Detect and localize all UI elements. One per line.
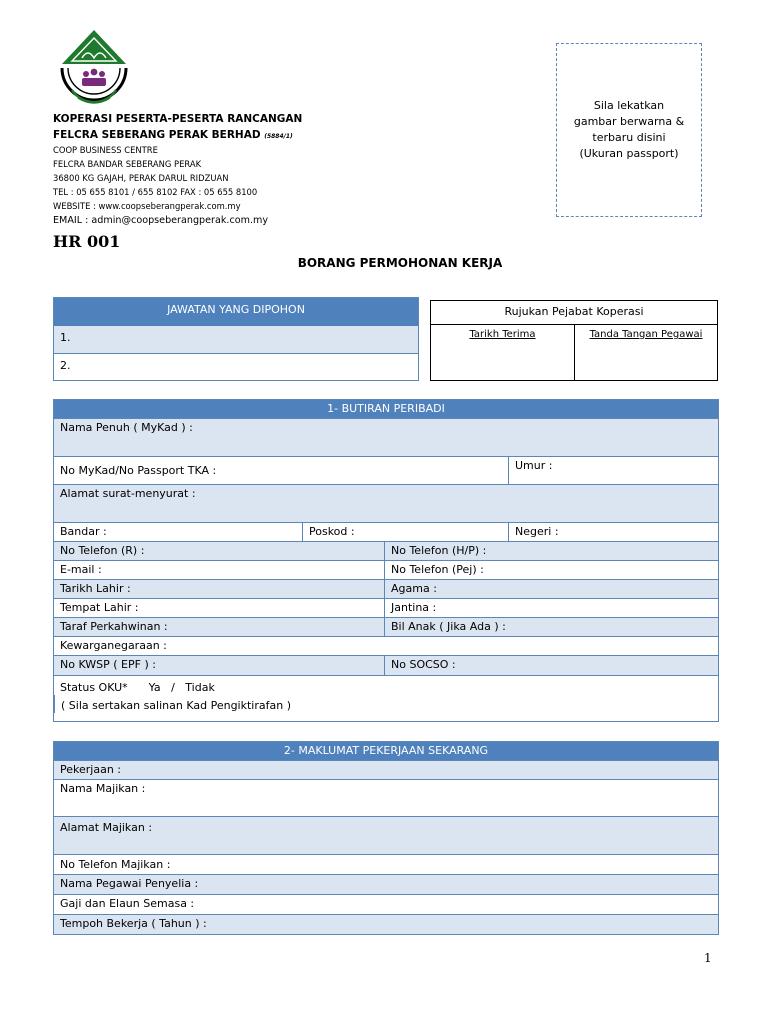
tanda-tangan-cell[interactable]	[574, 325, 717, 380]
section1-header: 1- BUTIRAN PERIBADI	[54, 400, 718, 418]
org-reg-no: (5884/1)	[264, 133, 293, 140]
penyelia-field[interactable]: Nama Pegawai Penyelia :	[60, 877, 199, 890]
section2-header: 2- MAKLUMAT PEKERJAAN SEKARANG	[54, 742, 718, 760]
page-number: 1	[704, 951, 712, 965]
org-name-line1: KOPERASI PESERTA-PESERTA RANCANGAN	[53, 113, 303, 125]
row-pekerjaan[interactable]	[54, 760, 718, 779]
tarikh-lahir-field[interactable]: Tarikh Lahir :	[60, 582, 131, 595]
tarikh-terima-cell[interactable]	[431, 325, 574, 380]
row-email[interactable]	[54, 560, 718, 579]
row-alamat[interactable]	[54, 484, 718, 522]
form-code: HR 001	[53, 232, 121, 251]
taraf-field[interactable]: Taraf Perkahwinan :	[60, 620, 168, 633]
office-reference-title: Rujukan Pejabat Koperasi	[431, 301, 717, 325]
agama-field[interactable]: Agama :	[384, 580, 718, 598]
tel-hp-field[interactable]: No Telefon (H/P) :	[384, 542, 718, 560]
org-name-line2: FELCRA SEBERANG PERAK BERHAD	[53, 129, 261, 141]
socso-field[interactable]: No SOCSO :	[384, 656, 718, 675]
row-gaji[interactable]	[54, 894, 718, 914]
nama-penuh-field[interactable]: Nama Penuh ( MyKad ) :	[60, 421, 193, 434]
row-kwsp[interactable]	[54, 655, 718, 675]
row-nama-penuh[interactable]	[54, 418, 718, 456]
form-title: BORANG PERMOHONAN KERJA	[297, 256, 503, 270]
tel-majikan-field[interactable]: No Telefon Majikan :	[60, 858, 171, 871]
alamat-field[interactable]: Alamat surat-menyurat :	[60, 487, 196, 500]
row-nama-majikan[interactable]	[54, 779, 718, 816]
passport-photo-box[interactable]	[556, 43, 702, 217]
row-tarikh-lahir[interactable]	[54, 579, 718, 598]
cooperative-logo	[56, 28, 132, 112]
alamat-majikan-field[interactable]: Alamat Majikan :	[60, 821, 153, 834]
bil-anak-field[interactable]: Bil Anak ( Jika Ada ) :	[384, 618, 718, 636]
negeri-field[interactable]: Negeri :	[508, 523, 718, 541]
row-telefon[interactable]	[54, 541, 718, 560]
oku-note: ( Sila sertakan salinan Kad Pengiktirafan )	[54, 695, 718, 713]
tempoh-field[interactable]: Tempoh Bekerja ( Tahun ) :	[60, 917, 207, 930]
jawatan-row-2[interactable]	[54, 353, 418, 380]
tarikh-terima-label: Tarikh Terima	[469, 329, 536, 340]
row-tempat-lahir[interactable]	[54, 598, 718, 617]
org-name-line2-wrap	[53, 130, 293, 141]
kewarganegaraan-field[interactable]: Kewarganegaraan :	[60, 639, 167, 652]
tanda-tangan-label: Tanda Tangan Pegawai	[589, 329, 703, 340]
row-tel-majikan[interactable]	[54, 854, 718, 874]
mykad-field[interactable]: No MyKad/No Passport TKA :	[60, 464, 217, 477]
row-oku[interactable]	[54, 675, 718, 718]
row-kewarganegaraan[interactable]	[54, 636, 718, 655]
oku-status-field[interactable]: Status OKU* Ya / Tidak	[60, 681, 215, 694]
poskod-field[interactable]: Poskod :	[302, 523, 508, 541]
section-current-employment	[53, 741, 719, 935]
org-business-centre: COOP BUSINESS CENTRE	[53, 145, 158, 155]
row-mykad[interactable]	[54, 456, 718, 484]
row-taraf[interactable]	[54, 617, 718, 636]
org-address-line2: 36800 KG GAJAH, PERAK DARUL RIDZUAN	[53, 173, 229, 183]
office-reference-box	[430, 300, 718, 381]
org-tel-fax: TEL : 05 655 8101 / 655 8102 FAX : 05 655 8100	[53, 187, 258, 197]
jawatan-row-1[interactable]	[54, 326, 418, 353]
org-address-line1: FELCRA BANDAR SEBERANG PERAK	[53, 159, 202, 169]
org-email: EMAIL : admin@coopseberangperak.com.my	[53, 215, 269, 226]
pekerjaan-field[interactable]: Pekerjaan :	[60, 763, 121, 776]
section-personal-details	[53, 399, 719, 722]
umur-field[interactable]: Umur :	[508, 457, 718, 484]
row-alamat-majikan[interactable]	[54, 816, 718, 854]
bandar-field[interactable]: Bandar :	[60, 525, 107, 538]
jawatan-header: JAWATAN YANG DIPOHON	[54, 298, 418, 326]
tel-r-field[interactable]: No Telefon (R) :	[60, 544, 145, 557]
gaji-field[interactable]: Gaji dan Elaun Semasa :	[60, 897, 195, 910]
row-tempoh[interactable]	[54, 914, 718, 934]
org-website: WEBSITE : www.coopseberangperak.com.my	[53, 201, 241, 211]
nama-majikan-field[interactable]: Nama Majikan :	[60, 782, 146, 795]
tel-pej-field[interactable]: No Telefon (Pej) :	[384, 561, 718, 579]
kwsp-field[interactable]: No KWSP ( EPF ) :	[60, 658, 156, 671]
jawatan-item-2: 2.	[60, 359, 71, 372]
photo-instruction: Sila lekatkan gambar berwarna & terbaru disini (Ukuran passport)	[573, 99, 685, 160]
jawatan-item-1: 1.	[60, 331, 71, 344]
row-bandar[interactable]	[54, 522, 718, 541]
tempat-lahir-field[interactable]: Tempat Lahir :	[60, 601, 139, 614]
jantina-field[interactable]: Jantina :	[384, 599, 718, 617]
row-penyelia[interactable]	[54, 874, 718, 894]
jawatan-table	[53, 297, 419, 381]
email-field[interactable]: E-mail :	[60, 563, 102, 576]
